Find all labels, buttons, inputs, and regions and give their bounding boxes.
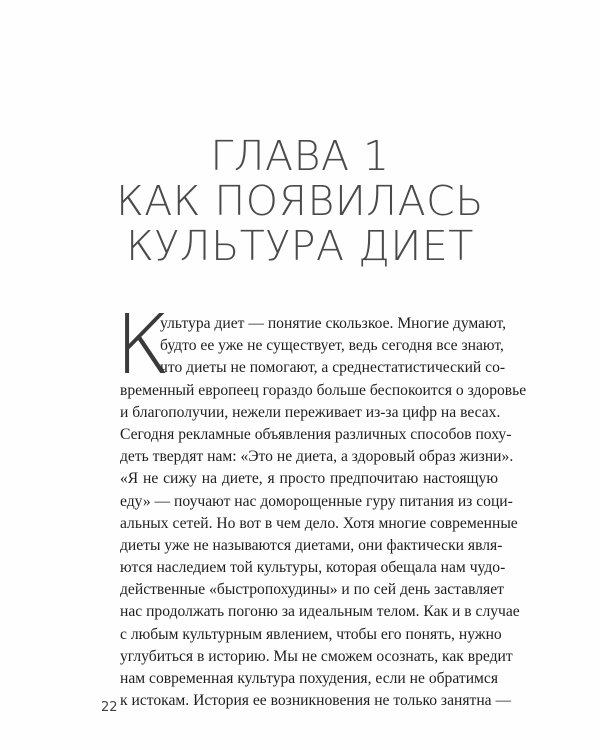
paragraph-line-8: «Я не сижу на диете, я просто предпочитаю настоящую xyxy=(120,470,498,488)
paragraph-line-11: диеты уже не называются диетами, они фактически явля- xyxy=(120,536,503,554)
chapter-heading-line-1: ГЛАВА 1 xyxy=(210,132,390,180)
paragraph-line-7: деть твердят нам: «Это не диета, а здоровый образ жизни». xyxy=(120,448,514,466)
body-paragraph xyxy=(120,313,527,712)
paragraph-line-10: альных сетей. Но вот в чем дело. Хотя многие современные xyxy=(120,514,518,532)
paragraph-line-16: углубиться в историю. Мы не сможем осознать, как вредит xyxy=(120,647,513,665)
chapter-heading-line-2: КАК ПОЯВИЛАСЬ xyxy=(116,177,484,225)
paragraph-line-5: и благополучии, нежели переживает из-за цифр на весах. xyxy=(120,403,501,421)
paragraph-line-2: будто ее уже не существует, ведь сегодня все знают, xyxy=(160,337,504,355)
paragraph-line-6: Сегодня рекламные объявления различных способов поху- xyxy=(120,425,512,443)
paragraph-line-1: ультура диет — понятие скользкое. Многие думают, xyxy=(160,315,507,332)
chapter-heading xyxy=(0,134,600,269)
drop-cap: К xyxy=(115,298,171,393)
paragraph-line-14: нас продолжать погоню за идеальным телом. Как и в случае xyxy=(120,603,520,621)
paragraph-line-13: действенные «быстропохудины» и по сей день заставляет xyxy=(120,581,504,599)
paragraph-line-15: с любым культурным явлением, чтобы его понять, нужно xyxy=(120,625,502,643)
paragraph-line-4: временный европеец гораздо больше беспокоится о здоровье xyxy=(120,381,527,399)
paragraph-line-17: нам современная культура похудения, если не обратимся xyxy=(120,670,498,687)
paragraph-line-3: что диеты не помогают, а среднестатистический со- xyxy=(160,359,506,377)
paragraph-line-9: еду» — поучают нас доморощенные гуру питания из соци- xyxy=(120,492,513,510)
paragraph-line-12: ются наследием той культуры, которая обещала нам чудо- xyxy=(120,559,506,577)
chapter-heading-line-3: КУЛЬТУРА ДИЕТ xyxy=(126,222,474,270)
page-number: 22 xyxy=(101,700,118,715)
paragraph-line-18: к истокам. История ее возникновения не только занятна — xyxy=(120,692,512,710)
